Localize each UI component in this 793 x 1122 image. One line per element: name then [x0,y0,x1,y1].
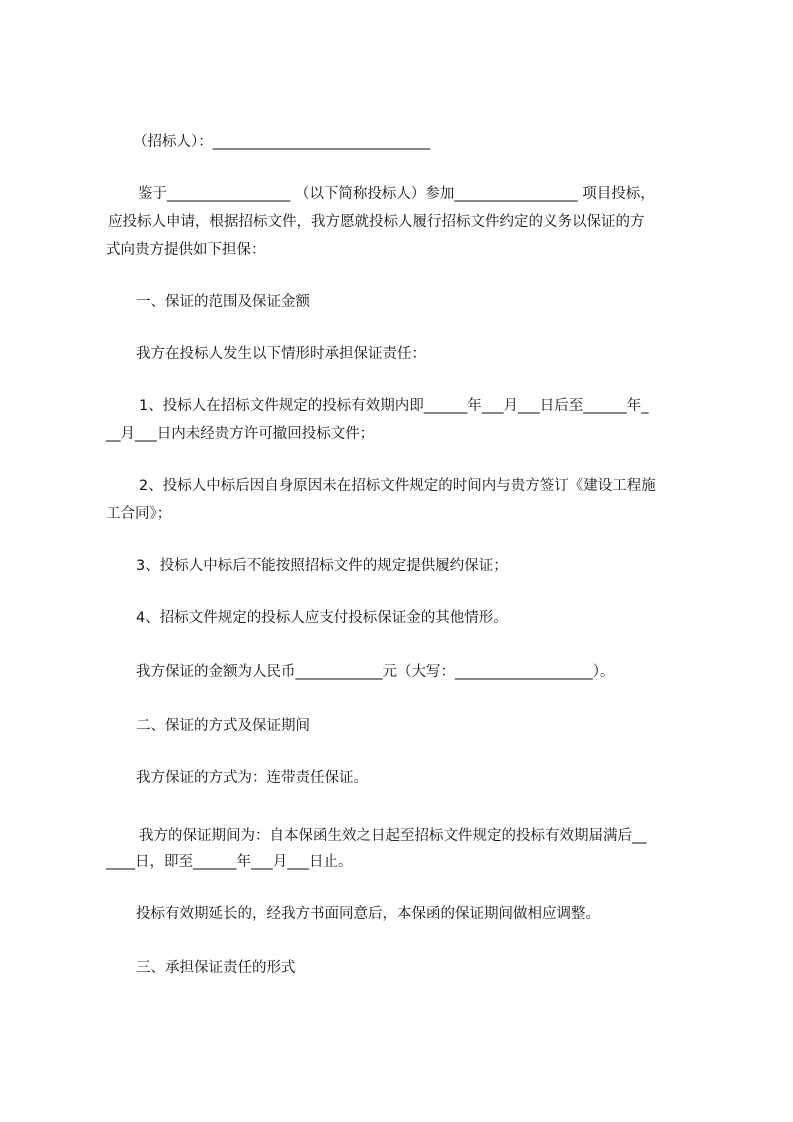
intro-line-1: 鉴于_________________ （以下简称投标人）参加_________________ 项目投标， [138,186,655,202]
validity-extension: 投标有效期延长的，经我方书面同意后，本保函的保证期间做相应调整。 [136,906,600,922]
clause-2-line-1: 2、投标人中标后因自身原因未在招标文件规定的时间内与贵方签订《建设工程施 [139,478,656,494]
intro-line-3: 式向贵方提供如下担保： [106,242,266,258]
clause-3: 3、投标人中标后不能按照招标文件的规定提供履约保证； [136,558,508,574]
guarantee-period-line-2: ____日，即至______年___月___日止。 [106,854,353,870]
clause-2-line-2: 工合同》； [106,506,172,522]
section-3-heading: 三、承担保证责任的形式 [136,960,296,976]
clause-4: 4、招标文件规定的投标人应支付投标保证金的其他情形。 [136,610,508,626]
clause-1-line-1: 1、投标人在招标文件规定的投标有效期内即______年___月___日后至______年_ [139,398,649,414]
section-2-heading: 二、保证的方式及保证期间 [136,718,310,734]
section-1-lead: 我方在投标人发生以下情形时承担保证责任： [136,346,426,362]
guarantee-method: 我方保证的方式为：连带责任保证。 [136,770,368,786]
clause-1-line-2: __月___日内未经贵方许可撤回投标文件； [106,426,375,442]
intro-line-2: 应投标人申请，根据招标文件，我方愿就投标人履行招标文件约定的义务以保证的方 [108,214,645,230]
guarantee-amount: 我方保证的金额为人民币____________元（大写：___________________）。 [136,664,615,680]
section-1-heading: 一、保证的范围及保证金额 [136,294,310,310]
recipient-line: （招标人）：______________________________ [133,134,431,150]
guarantee-period-line-1: 我方的保证期间为：自本保函生效之日起至招标文件规定的投标有效期届满后__ [139,828,647,844]
